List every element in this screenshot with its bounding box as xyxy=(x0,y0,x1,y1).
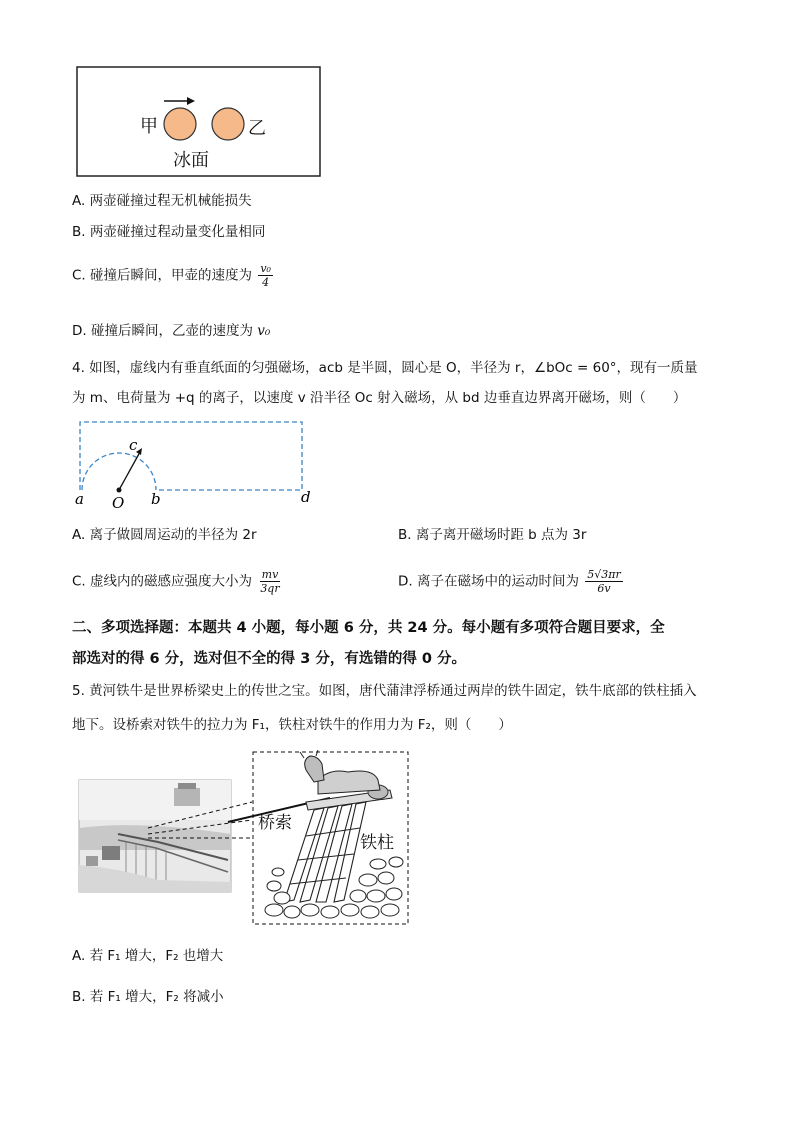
radius-oc xyxy=(119,452,140,490)
fraction-v0-over-4 xyxy=(258,262,273,289)
stone-yi xyxy=(212,108,244,140)
q4-option-c-text: C. 虚线内的磁感应强度大小为 xyxy=(72,573,253,590)
label-yi: 乙 xyxy=(248,118,266,139)
q4-stem-line1: 4. 如图，虚线内有垂直纸面的匀强磁场，acb 是半圆，圆心是 O，半径为 r，∠bOc = 60°，现有一质量 xyxy=(72,360,698,376)
q3-option-d-text: D. 碰撞后瞬间，乙壶的速度为 xyxy=(72,323,253,339)
fraction-time xyxy=(585,568,623,595)
stone-jia xyxy=(164,108,196,140)
q5-stem-line2: 地下。设桥索对铁牛的拉力为 F₁，铁柱对铁牛的作用力为 F₂，则（ ） xyxy=(72,717,512,733)
center-o-dot xyxy=(117,488,122,493)
q4-option-c xyxy=(72,568,284,595)
magnetic-field-figure xyxy=(72,418,322,514)
q4-option-a: A. 离子做圆周运动的半径为 2r xyxy=(72,527,257,543)
label-pillar: 铁柱 xyxy=(360,833,394,853)
q3-option-c xyxy=(72,262,275,289)
q4-option-d xyxy=(398,568,625,595)
q4-option-b: B. 离子离开磁场时距 b 点为 3r xyxy=(398,527,587,543)
label-c: c xyxy=(129,436,138,454)
label-b: b xyxy=(151,490,161,508)
field-boundary xyxy=(80,422,302,490)
q3-option-d xyxy=(72,321,270,341)
q5-option-b: B. 若 F₁ 增大，F₂ 将减小 xyxy=(72,989,224,1005)
label-d: d xyxy=(301,488,311,506)
frac-numerator: mv xyxy=(261,568,279,581)
iron-ox-figure xyxy=(78,750,410,926)
frac-denominator: 6v xyxy=(597,582,611,595)
fraction-mv-over-3qr xyxy=(258,568,281,595)
section2-heading-line1: 二、多项选择题：本题共 4 小题，每小题 6 分，共 24 分。每小题有多项符合题目要求，全 xyxy=(72,620,665,636)
label-ice: 冰面 xyxy=(173,150,209,171)
frac-denominator: 4 xyxy=(262,276,270,289)
frac-numerator: v₀ xyxy=(260,262,271,275)
q4-option-d-text: D. 离子在磁场中的运动时间为 xyxy=(398,573,579,590)
bridge-sketch-image xyxy=(79,780,231,892)
q5-stem-line1: 5. 黄河铁牛是世界桥梁史上的传世之宝。如图，唐代蒲津浮桥通过两岸的铁牛固定，铁牛底部的铁柱插入 xyxy=(72,683,697,699)
section2-heading-line2: 部选对的得 6 分，选对但不全的得 3 分，有选错的得 0 分。 xyxy=(72,651,467,667)
label-a: a xyxy=(75,490,84,508)
q4-stem-line2: 为 m、电荷量为 +q 的离子，以速度 v 沿半径 Oc 射入磁场，从 bd 边垂直边界离开磁场，则（ ） xyxy=(72,390,687,406)
curling-figure xyxy=(76,66,322,178)
label-o: O xyxy=(112,494,125,512)
q3-option-a: A. 两壶碰撞过程无机械能损失 xyxy=(72,193,252,209)
semicircle-acb xyxy=(82,453,156,490)
frac-denominator: 3qr xyxy=(260,582,280,595)
label-jia: 甲 xyxy=(140,116,158,137)
label-cable: 桥索 xyxy=(258,813,292,833)
q5-option-a: A. 若 F₁ 增大，F₂ 也增大 xyxy=(72,948,224,964)
q3-option-d-var: v₀ xyxy=(257,323,271,339)
frac-numerator: 5√3πr xyxy=(587,568,621,581)
q3-option-b: B. 两壶碰撞过程动量变化量相同 xyxy=(72,224,266,240)
q3-option-c-text: C. 碰撞后瞬间，甲壶的速度为 xyxy=(72,267,253,284)
